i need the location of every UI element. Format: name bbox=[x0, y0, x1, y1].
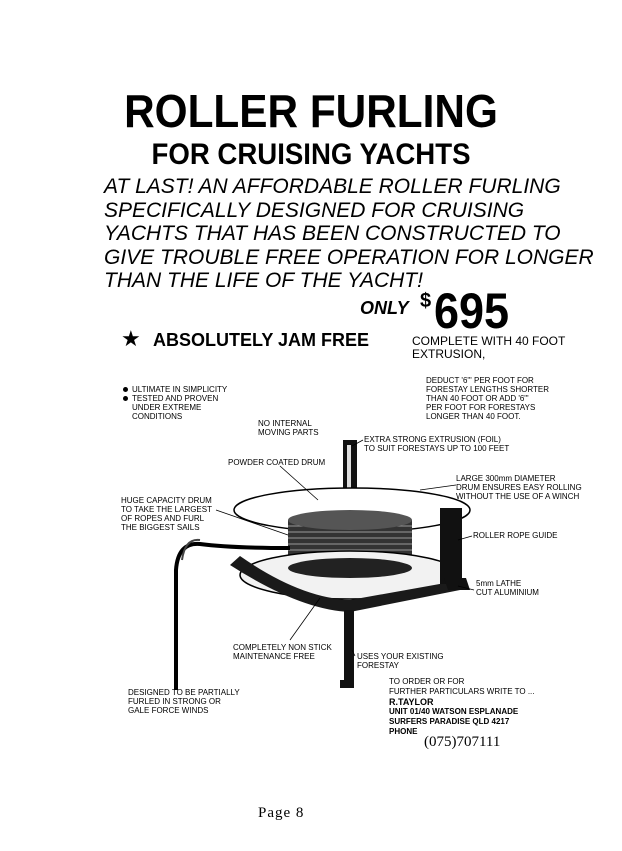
order-phone-label: PHONE bbox=[389, 727, 418, 736]
deduct-line: FORESTAY LENGTHS SHORTER bbox=[426, 385, 549, 394]
deduct-line: LONGER THAN 40 FOOT. bbox=[426, 412, 521, 421]
intro-line: GIVE TROUBLE FREE OPERATION FOR LONGER bbox=[104, 245, 594, 269]
price-only-label: ONLY bbox=[360, 298, 409, 318]
headline-title: ROLLER FURLING bbox=[124, 85, 498, 137]
intro-line: YACHTS THAT HAS BEEN CONSTRUCTED TO bbox=[104, 222, 561, 245]
callout-non-stick: COMPLETELY NON STICK MAINTENANCE FREE bbox=[233, 643, 332, 661]
callout-powder-coated: POWDER COATED DRUM bbox=[228, 458, 326, 467]
intro-line: THAN THE LIFE OF THE YACHT! bbox=[104, 269, 423, 292]
price-currency: $ bbox=[420, 290, 432, 312]
bullet-continuation: UNDER EXTREME bbox=[132, 403, 202, 412]
callout-rope-guide: ROLLER ROPE GUIDE bbox=[473, 531, 558, 540]
intro-line: SPECIFICALLY DESIGNED FOR CRUISING bbox=[104, 198, 525, 222]
complete-line: COMPLETE WITH 40 FOOT bbox=[412, 334, 566, 348]
order-address: UNIT 01/40 WATSON ESPLANADE bbox=[389, 707, 519, 716]
rope-guide-bracket bbox=[440, 508, 462, 584]
order-name: R.TAYLOR bbox=[389, 697, 434, 707]
feature-jam-free: ABSOLUTELY JAM FREE bbox=[153, 330, 370, 350]
order-info: TO ORDER OR FOR FURTHER PARTICULARS WRITE TO ... R.TAYLOR UNIT 01/40 WATSON ESPLANADE SURFERS PARADISE QLD 4217 PHONE bbox=[389, 677, 535, 736]
callout-uses-forestay: USES YOUR EXISTING FORESTAY bbox=[357, 652, 444, 670]
callout-no-internal: NO INTERNAL MOVING PARTS bbox=[258, 419, 319, 437]
star-icon: ★ bbox=[121, 327, 141, 352]
callout-lathe: 5mm LATHE CUT ALUMINIUM bbox=[476, 579, 539, 597]
bullet-continuation: CONDITIONS bbox=[132, 412, 183, 421]
intro-line: AT LAST! AN AFFORDABLE ROLLER FURLING bbox=[104, 175, 561, 198]
order-address: SURFERS PARADISE QLD 4217 bbox=[389, 717, 510, 726]
order-phone-number: (075)707111 bbox=[424, 734, 501, 750]
page-number: Page 8 bbox=[258, 805, 305, 821]
callout-huge-capacity: HUGE CAPACITY DRUM TO TAKE THE LARGEST OF ROPES AND FURL THE BIGGEST SAILS bbox=[121, 496, 212, 532]
bullet-item: ULTIMATE IN SIMPLICITY bbox=[132, 385, 227, 394]
deduct-line: DEDUCT '6"' PER FOOT FOR bbox=[426, 376, 534, 385]
complete-line: EXTRUSION, bbox=[412, 347, 486, 361]
price-amount: 695 bbox=[434, 283, 510, 339]
callout-designed-partial: DESIGNED TO BE PARTIALLY FURLED IN STRONG OR GALE FORCE WINDS bbox=[128, 688, 240, 715]
bullet-item: TESTED AND PROVEN bbox=[132, 394, 227, 403]
callout-extrusion: EXTRA STRONG EXTRUSION (FOIL) TO SUIT FORESTAYS UP TO 100 FEET bbox=[364, 435, 510, 453]
headline-subtitle: FOR CRUISING YACHTS bbox=[151, 138, 471, 171]
deduct-line: PER FOOT FOR FORESTAYS bbox=[426, 403, 536, 412]
forestay-post bbox=[344, 610, 354, 686]
deduct-line: THAN 40 FOOT OR ADD '6"' bbox=[426, 394, 529, 403]
callout-large-drum: LARGE 300mm DIAMETER DRUM ENSURES EASY ROLLING WITHOUT THE USE OF A WINCH bbox=[456, 474, 582, 501]
